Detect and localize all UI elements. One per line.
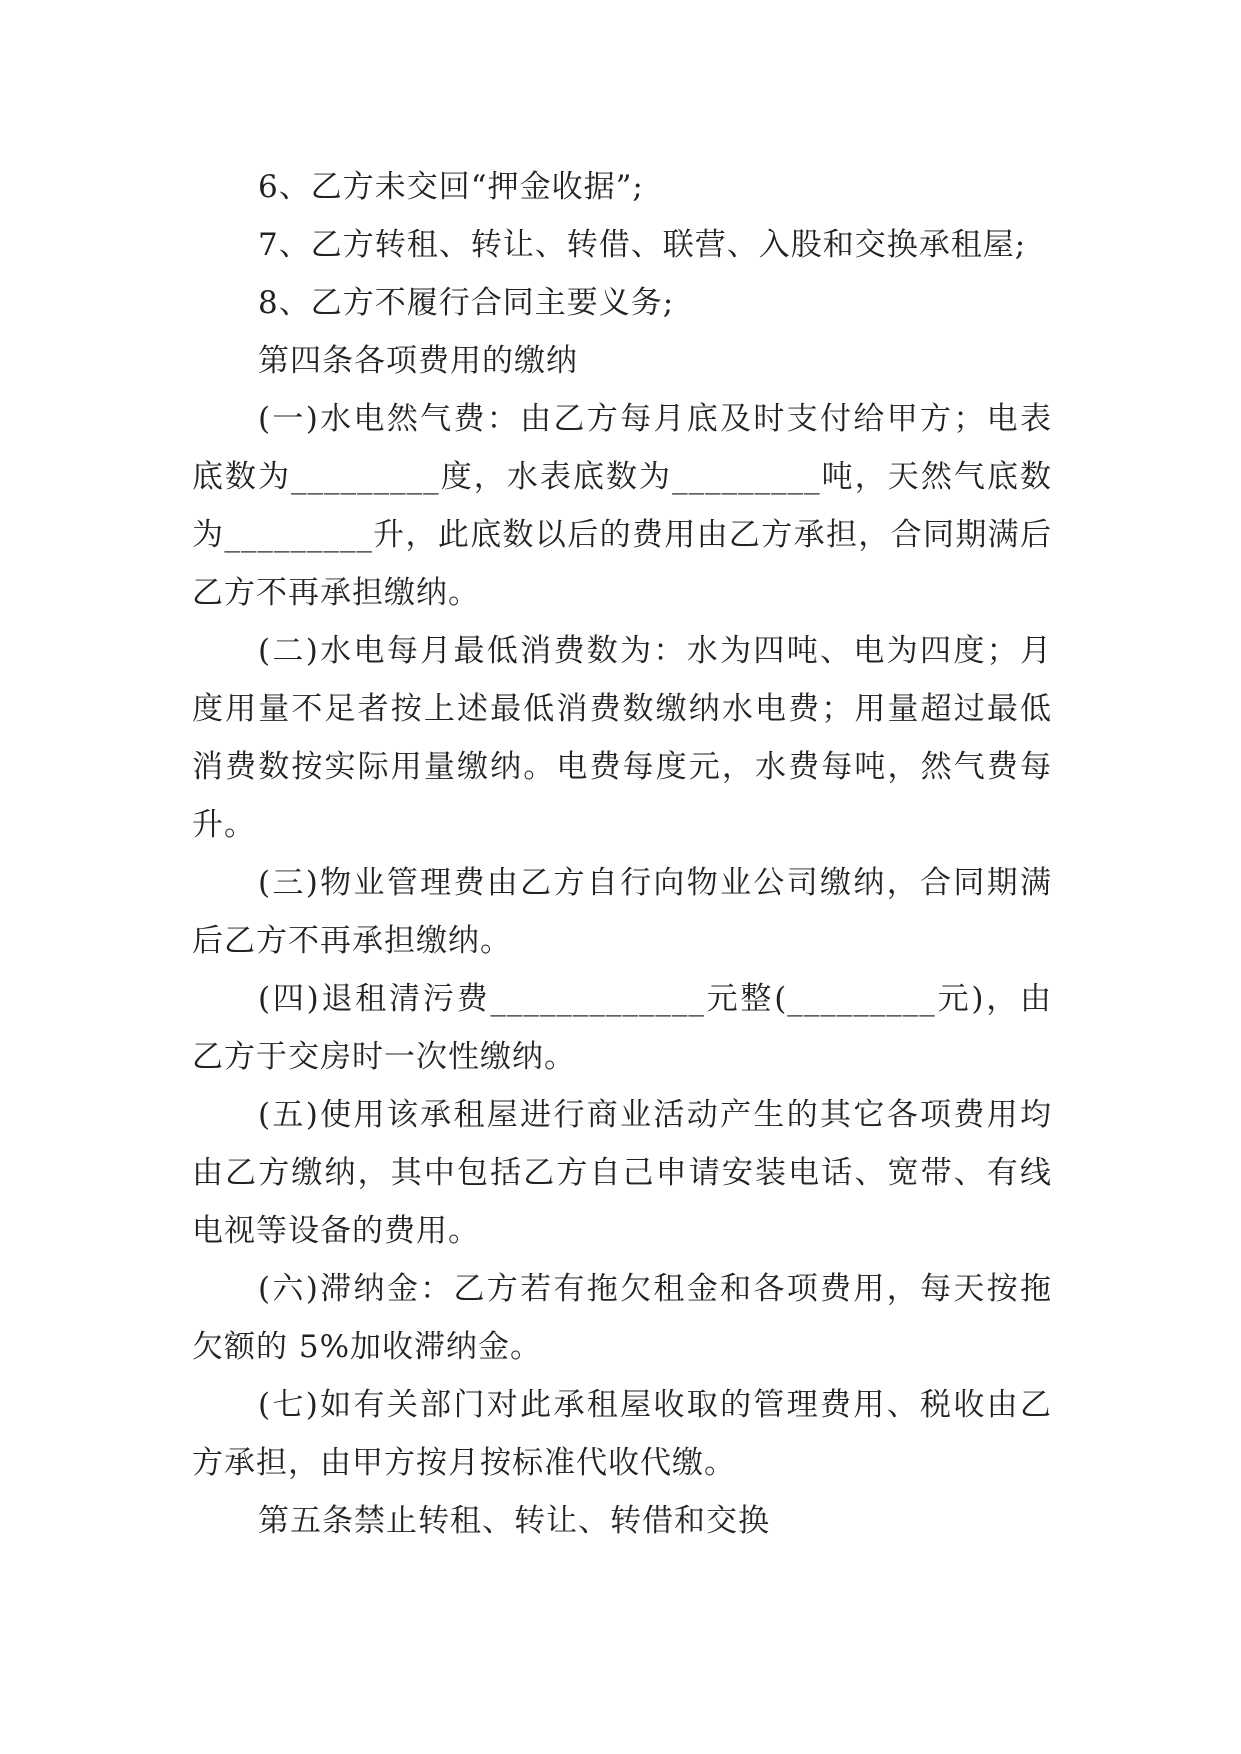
paragraph-item-6: (六)滞纳金：乙方若有拖欠租金和各项费用，每天按拖欠额的 5%加收滞纳金。 [192, 1271, 1052, 1365]
paragraph-item-2: (二)水电每月最低消费数为：水为四吨、电为四度；月度用量不足者按上述最低消费数缴纳水电费；用量超过最低消费数按实际用量缴纳。电费每度元，水费每吨，然气费每升。 [192, 633, 1052, 843]
paragraph-item-5: (五)使用该承租屋进行商业活动产生的其它各项费用均由乙方缴纳，其中包括乙方自己申请安装电话、宽带、有线电视等设备的费用。 [192, 1097, 1052, 1249]
paragraph-item-4: (四)退租清污费_____________元整(_________元)，由乙方于交房时一次性缴纳。 [192, 981, 1052, 1075]
section-heading-article-4: 第四条各项费用的缴纳 [258, 343, 578, 379]
paragraph-clause-7: 7、乙方转租、转让、转借、联营、入股和交换承租屋; [258, 227, 1027, 263]
paragraph-clause-8: 8、乙方不履行合同主要义务; [258, 285, 675, 321]
section-heading-article-5: 第五条禁止转租、转让、转借和交换 [258, 1503, 770, 1539]
paragraph-clause-6: 6、乙方未交回“押金收据”; [258, 169, 644, 205]
paragraph-item-3: (三)物业管理费由乙方自行向物业公司缴纳，合同期满后乙方不再承担缴纳。 [192, 865, 1052, 959]
paragraph-item-7: (七)如有关部门对此承租屋收取的管理费用、税收由乙方承担，由甲方按月按标准代收代缴。 [192, 1387, 1052, 1481]
paragraph-item-1: (一)水电然气费：由乙方每月底及时支付给甲方；电表底数为_________度，水表底数为_________吨，天然气底数为_________升，此底数以后的费用由乙方承担，合同期满后乙方不再承担缴纳。 [192, 401, 1052, 611]
document-body [192, 158, 1052, 1550]
